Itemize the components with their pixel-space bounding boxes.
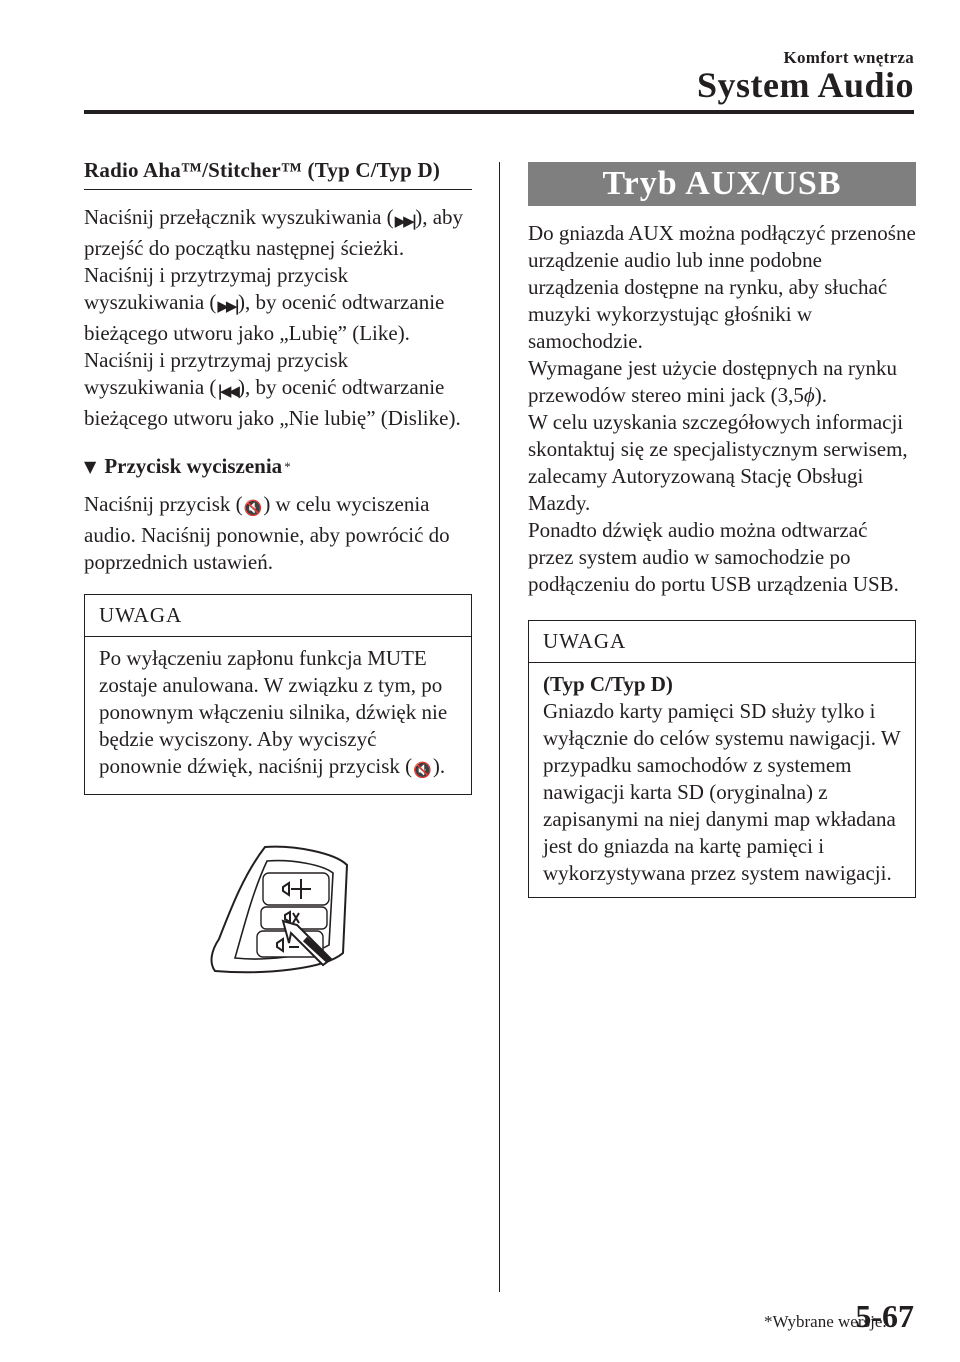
note-text: Po wyłączeniu zapłonu funkcja MUTE zostaje anulowana. W związku z tym, po ponownym włączeniu silnika, dźwięk nie będzie wyciszony. Aby wyciszyć ponownie dźwięk, naciśnij przycisk (🔇).: [99, 645, 457, 784]
left-column: [84, 158, 472, 795]
aux-text-2: Wymagane jest użycie dostępnych na rynku przewodów stereo mini jack (3,5ϕ).: [528, 356, 898, 407]
section-title: System Audio: [696, 65, 914, 105]
note-label: UWAGA: [529, 621, 915, 663]
footer-note: *Wybrane wersje.: [764, 1312, 887, 1331]
note-subtitle: (Typ C/Typ D): [543, 672, 673, 696]
radio-aha-text: Naciśnij przełącznik wyszukiwania (▶▶|), aby przejść do początku następnej ścieżki. Naciśnij i przytrzymaj przycisk wyszukiwania (▶▶|), by ocenić odtwarzanie bieżącego utworu jako „Lubię” (Like). Naciśnij i przytrzymaj przycisk wyszukiwania (|◀◀), by ocenić odtwarzanie bieżącego utworu jako „Nie lubię” (Dislike).: [84, 205, 464, 430]
column-divider: [499, 162, 500, 1292]
aux-text-1: Do gniazda AUX można podłączyć przenośne urządzenie audio lub inne podobne urządzenia dostępne na rynku, aby słuchać muzyki wykorzystując głośniki w samochodzie.: [528, 221, 916, 353]
mute-text: Naciśnij przycisk (🔇) w celu wyciszenia audio. Naciśnij ponownie, aby powrócić do poprzednich ustawień.: [84, 492, 450, 574]
note-label: UWAGA: [85, 595, 471, 637]
mute-icon: 🔇: [413, 761, 432, 779]
note-text: Gniazdo karty pamięci SD służy tylko i wyłącznie do celów systemu nawigacji. W przypadku samochodów z systemem nawigacji karta SD (oryginalna) z zapisanymi na niej danymi map wkładana jest do gniazda na kartę pamięci i wykorzystywana przez system nawigacji.: [543, 699, 901, 885]
aux-text-4: Ponadto dźwięk audio można odtwarzać przez system audio w samochodzie po podłączeniu do portu USB urządzenia USB.: [528, 518, 899, 596]
radio-aha-title: Radio Aha™/Stitcher™ (Typ C/Typ D): [84, 158, 472, 190]
right-column: [528, 162, 916, 898]
seek-backward-icon: |◀◀: [217, 382, 237, 400]
header-rule: [84, 110, 914, 114]
sd-note-box: [528, 620, 916, 898]
triangle-marker-icon: ▼: [84, 457, 97, 476]
chapter-title: Komfort wnętrza: [783, 48, 914, 67]
mute-note-box: [84, 594, 472, 795]
seek-forward-icon: ▶▶|: [217, 297, 237, 315]
aux-usb-title: Tryb AUX/USB: [528, 162, 916, 206]
mute-icon: 🔇: [243, 499, 263, 517]
mute-heading: ▼ Przycisk wyciszenia *: [84, 454, 291, 478]
seek-forward-icon: ▶▶|: [394, 212, 415, 230]
aux-text-3: W celu uzyskania szczegółowych informacji skontaktuj się ze specjalistycznym serwisem, zalecamy Autoryzowaną Stację Obsługi Mazdy.: [528, 410, 908, 515]
steering-switch-illustration: [205, 843, 350, 983]
page-number: 5-67: [855, 1298, 914, 1334]
